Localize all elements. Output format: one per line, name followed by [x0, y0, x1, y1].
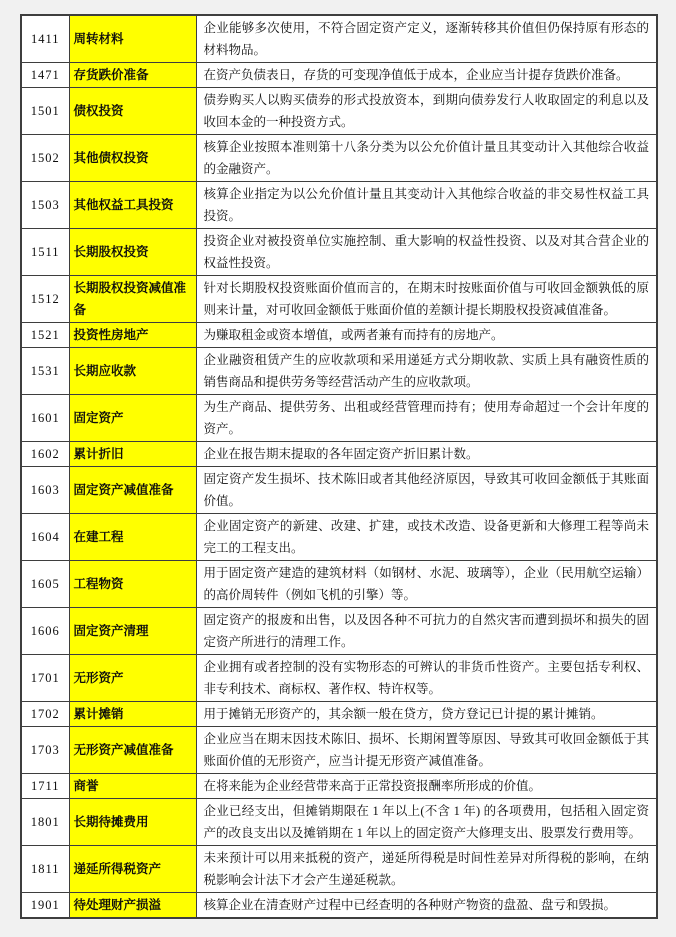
account-code-cell: 1901 [21, 893, 69, 919]
table-row [21, 88, 657, 135]
account-description-cell: 固定资产发生损坏、技术陈旧或者其他经济原因，导致其可收回金额低于其账面价值。 [196, 467, 657, 514]
account-code-cell: 1471 [21, 63, 69, 88]
account-name-cell: 累计摊销 [69, 702, 196, 727]
account-description-cell: 核算企业在清查财产过程中已经查明的各种财产物资的盘盈、盘亏和毁损。 [196, 893, 657, 919]
table-row [21, 514, 657, 561]
account-name-cell: 待处理财产损溢 [69, 893, 196, 919]
account-description-cell: 固定资产的报废和出售，以及因各种不可抗力的自然灾害而遭到损坏和损失的固定资产所进行的清理工作。 [196, 608, 657, 655]
table-row [21, 442, 657, 467]
table-row [21, 63, 657, 88]
account-description-cell: 为赚取租金或资本增值，或两者兼有而持有的房地产。 [196, 323, 657, 348]
account-name-cell: 债权投资 [69, 88, 196, 135]
account-name-cell: 长期应收款 [69, 348, 196, 395]
account-code-cell: 1411 [21, 15, 69, 63]
account-description-cell: 核算企业指定为以公允价值计量且其变动计入其他综合收益的非交易性权益工具投资。 [196, 182, 657, 229]
account-name-cell: 固定资产 [69, 395, 196, 442]
account-description-cell: 企业在报告期末提取的各年固定资产折旧累计数。 [196, 442, 657, 467]
account-code-cell: 1604 [21, 514, 69, 561]
account-code-cell: 1602 [21, 442, 69, 467]
table-body [21, 15, 657, 918]
table-row [21, 467, 657, 514]
account-description-cell: 针对长期股权投资账面价值而言的，在期末时按账面价值与可收回金额孰低的原则来计量，对可收回金额低于账面价值的差额计提长期股权投资减值准备。 [196, 276, 657, 323]
table-row [21, 561, 657, 608]
account-name-cell: 其他债权投资 [69, 135, 196, 182]
account-name-cell: 长期待摊费用 [69, 799, 196, 846]
account-description-cell: 在资产负债表日，存货的可变现净值低于成本，企业应当计提存货跌价准备。 [196, 63, 657, 88]
account-name-cell: 工程物资 [69, 561, 196, 608]
table-row [21, 323, 657, 348]
account-description-cell: 核算企业按照本准则第十八条分类为以公允价值计量且其变动计入其他综合收益的金融资产。 [196, 135, 657, 182]
account-name-cell: 投资性房地产 [69, 323, 196, 348]
table-row [21, 799, 657, 846]
account-code-cell: 1703 [21, 727, 69, 774]
account-code-cell: 1701 [21, 655, 69, 702]
account-description-cell: 未来预计可以用来抵税的资产，递延所得税是时间性差异对所得税的影响，在纳税影响会计法下才会产生递延税款。 [196, 846, 657, 893]
account-code-cell: 1606 [21, 608, 69, 655]
account-description-cell: 企业融资租赁产生的应收款项和采用递延方式分期收款、实质上具有融资性质的销售商品和提供劳务等经营活动产生的应收款项。 [196, 348, 657, 395]
account-name-cell: 固定资产减值准备 [69, 467, 196, 514]
account-code-cell: 1702 [21, 702, 69, 727]
table-row [21, 774, 657, 799]
account-name-cell: 在建工程 [69, 514, 196, 561]
table-row [21, 276, 657, 323]
account-code-cell: 1601 [21, 395, 69, 442]
table-row [21, 135, 657, 182]
account-name-cell: 累计折旧 [69, 442, 196, 467]
account-description-cell: 企业固定资产的新建、改建、扩建，或技术改造、设备更新和大修理工程等尚未完工的工程支出。 [196, 514, 657, 561]
account-code-cell: 1605 [21, 561, 69, 608]
account-code-cell: 1502 [21, 135, 69, 182]
table-row [21, 727, 657, 774]
account-code-cell: 1531 [21, 348, 69, 395]
account-code-cell: 1811 [21, 846, 69, 893]
account-name-cell: 递延所得税资产 [69, 846, 196, 893]
account-name-cell: 其他权益工具投资 [69, 182, 196, 229]
account-name-cell: 长期股权投资 [69, 229, 196, 276]
account-name-cell: 长期股权投资减值准备 [69, 276, 196, 323]
account-code-cell: 1603 [21, 467, 69, 514]
account-name-cell: 无形资产减值准备 [69, 727, 196, 774]
account-name-cell: 商誉 [69, 774, 196, 799]
table-row [21, 893, 657, 919]
account-description-cell: 用于摊销无形资产的，其余额一般在贷方，贷方登记已计提的累计摊销。 [196, 702, 657, 727]
table-row [21, 608, 657, 655]
account-name-cell: 周转材料 [69, 15, 196, 63]
account-code-cell: 1503 [21, 182, 69, 229]
account-name-cell: 无形资产 [69, 655, 196, 702]
account-code-cell: 1521 [21, 323, 69, 348]
table-row [21, 229, 657, 276]
account-name-cell: 固定资产清理 [69, 608, 196, 655]
table-row [21, 15, 657, 63]
table-row [21, 655, 657, 702]
account-code-cell: 1501 [21, 88, 69, 135]
account-description-cell: 为生产商品、提供劳务、出租或经营管理而持有；使用寿命超过一个会计年度的资产。 [196, 395, 657, 442]
account-description-cell: 投资企业对被投资单位实施控制、重大影响的权益性投资、以及对其合营企业的权益性投资。 [196, 229, 657, 276]
table-row [21, 395, 657, 442]
chart-of-accounts-table [20, 14, 658, 919]
table-row [21, 348, 657, 395]
table-row [21, 702, 657, 727]
account-description-cell: 企业能够多次使用，不符合固定资产定义，逐渐转移其价值但仍保持原有形态的材料物品。 [196, 15, 657, 63]
account-description-cell: 在将来能为企业经营带来高于正常投资报酬率所形成的价值。 [196, 774, 657, 799]
account-description-cell: 企业已经支出，但摊销期限在 1 年以上(不含 1 年) 的各项费用，包括租入固定资产的改良支出以及摊销期在 1 年以上的固定资产大修理支出、股票发行费用等。 [196, 799, 657, 846]
table-row [21, 846, 657, 893]
account-code-cell: 1711 [21, 774, 69, 799]
account-code-cell: 1511 [21, 229, 69, 276]
account-description-cell: 企业应当在期末因技术陈旧、损坏、长期闲置等原因、导致其可收回金额低于其账面价值的无形资产，应当计提无形资产减值准备。 [196, 727, 657, 774]
account-code-cell: 1512 [21, 276, 69, 323]
account-description-cell: 用于固定资产建造的建筑材料（如钢材、水泥、玻璃等），企业（民用航空运输）的高价周转件（例如飞机的引擎）等。 [196, 561, 657, 608]
account-description-cell: 企业拥有或者控制的没有实物形态的可辨认的非货币性资产。主要包括专利权、非专利技术、商标权、著作权、特许权等。 [196, 655, 657, 702]
account-name-cell: 存货跌价准备 [69, 63, 196, 88]
account-code-cell: 1801 [21, 799, 69, 846]
table-row [21, 182, 657, 229]
account-description-cell: 债券购买人以购买债券的形式投放资本，到期向债券发行人收取固定的利息以及收回本金的一种投资方式。 [196, 88, 657, 135]
